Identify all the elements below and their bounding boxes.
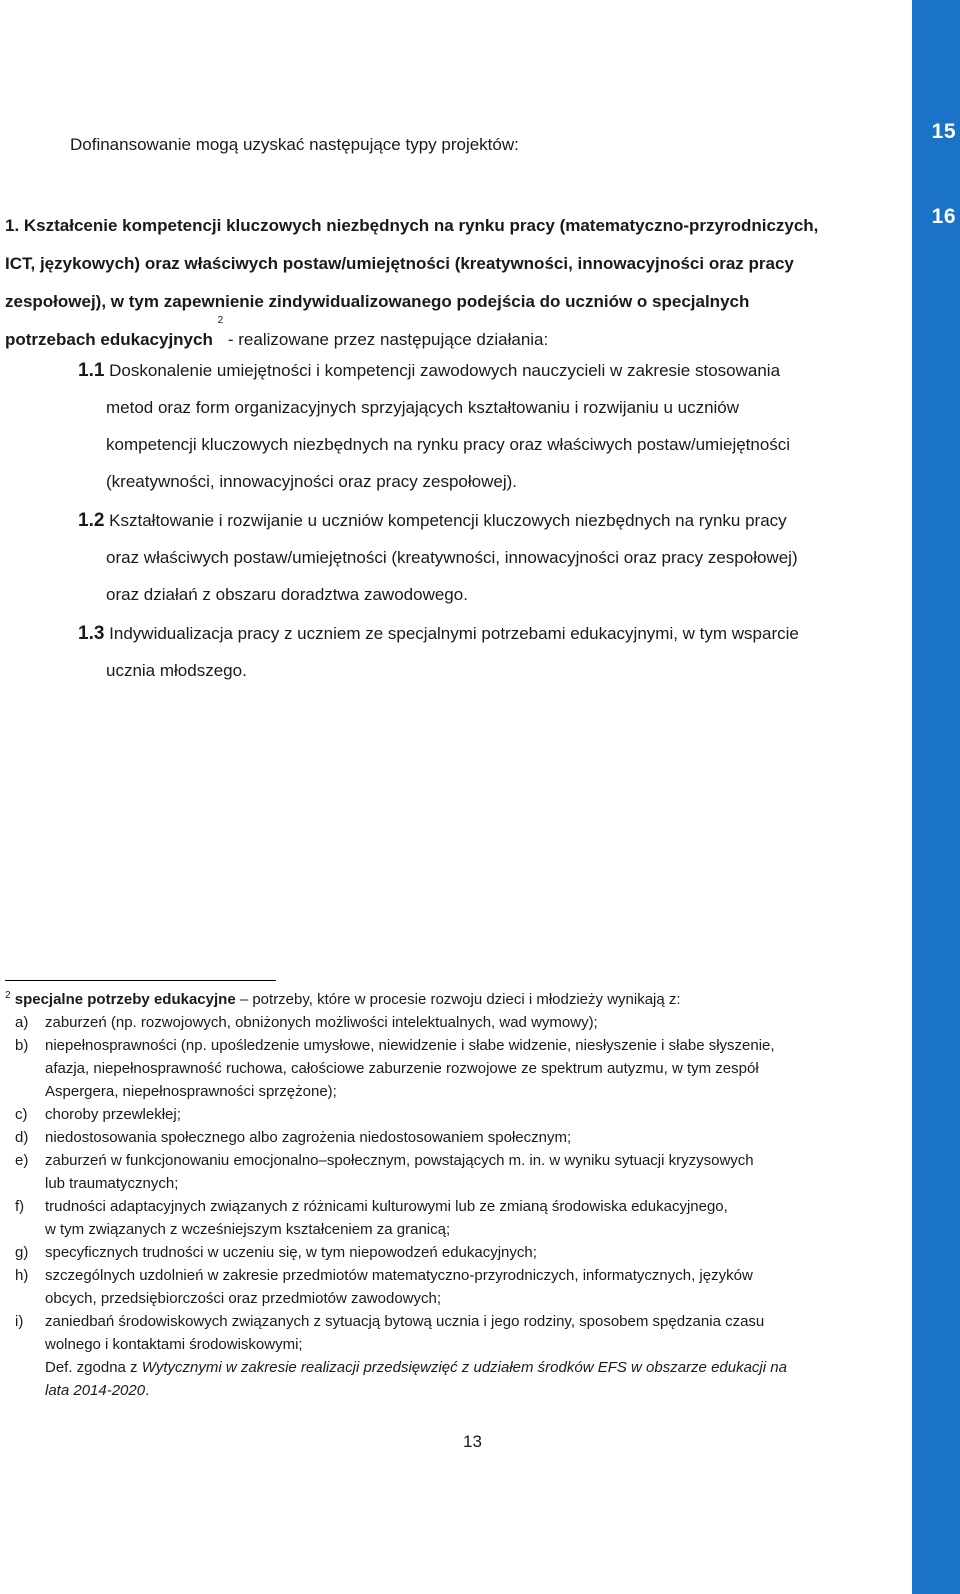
footnote-separator bbox=[5, 980, 276, 981]
footnote-list-item bbox=[5, 1057, 900, 1080]
subitem-number: 1.1 bbox=[78, 360, 105, 381]
list-item-label bbox=[5, 1333, 45, 1356]
list-item-label: h) bbox=[15, 1267, 29, 1284]
list-item-label: a) bbox=[15, 1014, 29, 1031]
subitem-1-2: 1.2 Kształtowanie i rozwijanie u uczniów kompetencji kluczowych niezbędnych na rynku pracy oraz właściwych postaw/umiejętności (kreatywności, innowacyjności oraz pracy zespołowej) oraz działań z obszaru doradztwa zawodowego. bbox=[78, 510, 798, 604]
list-item-text: specyficznych trudności w uczeniu się, w tym niepowodzeń edukacyjnych; bbox=[45, 1244, 537, 1261]
footnote-list-item bbox=[5, 1034, 900, 1057]
list-item-text: trudności adaptacyjnych związanych z różnicami kulturowymi lub ze zmianą środowiska edukacyjnego, bbox=[45, 1198, 728, 1215]
footnote-ref[interactable]: 2 bbox=[217, 315, 224, 326]
footnote: $^2$ specjalne potrzeby edukacyjne – potrzeby, które w procesie rozwoju dzieci i młodzieży wynikają z: a) zaburzeń (np. rozwojowych, obniżonych możliwości intelektualnych, wad wymowy); b) niepełnosprawności (np. upośledzenie umysłowe, niewidzenie i słabe widzenie, niesłyszenie i słabe słyszenie, afazja, niepełnosprawność ruchowa, całościowe zaburzenie rozwojowe ze spektrum autyzmu, w tym zespół Aspergera, niepełnosprawności sprzężone); c) choroby przewlekłej; d) niedostosowania społecznego albo zagrożenia niedostosowaniem społecznym; e) zaburzeń w funkcjonowaniu emocjonalno–społecznym, powstających m. in. w wyniku sytuacji kryzysowych lub traumatycznych; f) trudności adaptacyjnych związanych z różnicami kulturowymi lub ze zmianą środowiska edukacyjnego, w tym związanych z wcześniejszym kształceniem za granicą; g) specyficznych trudności w uczeniu się, w tym niepowodzeń edukacyjnych; h) szczególnych uzdolnień w zakresie przedmiotów matematyczno-przyrodniczych, informatycznych, języków obcych, przedsiębiorczości oraz przedmiotów zawodowych; i) zaniedbań środowiskowych związanych z sytuacją bytową ucznia i jego rodziny, sposobem spędzania czasu wolnego i kontaktami środowiskowymi; Def. zgodna z Wytycznymi w zakresie realizacji przedsięwzięć z udziałem środków EFS w obszarze edukacji na lata 2014-2020. bbox=[5, 988, 900, 1402]
list-item-label: e) bbox=[15, 1152, 29, 1169]
list-item-text: lub traumatycznych; bbox=[45, 1175, 179, 1192]
list-item-text: zaburzeń (np. rozwojowych, obniżonych możliwości intelektualnych, wad wymowy); bbox=[45, 1014, 598, 1031]
list-item-label: i) bbox=[15, 1313, 24, 1330]
footnote-list-item bbox=[5, 1149, 900, 1172]
list-item-text: zaniedbań środowiskowych związanych z sytuacją bytową ucznia i jego rodziny, sposobem spędzania czasu bbox=[45, 1313, 765, 1330]
footnote-list-item bbox=[5, 1126, 900, 1149]
footnote-list-item bbox=[5, 1011, 900, 1034]
sidebar-number-16[interactable]: 16 bbox=[931, 205, 956, 228]
footnote-list-item bbox=[5, 1310, 900, 1333]
footnote-list-item bbox=[5, 1195, 900, 1218]
list-item-label bbox=[5, 1287, 45, 1310]
item-1-line-1: 1. Kształcenie kompetencji kluczowych niezbędnych na rynku pracy (matematyczno-przyrodniczych, bbox=[5, 216, 819, 235]
footnote-list-item bbox=[5, 1287, 900, 1310]
list-item-text: choroby przewlekłej; bbox=[45, 1106, 181, 1123]
page-number: 13 bbox=[463, 1432, 482, 1451]
footnote-heading: $^2$ specjalne potrzeby edukacyjne – potrzeby, które w procesie rozwoju dzieci i młodzieży wynikają z: bbox=[5, 990, 681, 1008]
footnote-list-item bbox=[5, 1080, 900, 1103]
list-item-text: zaburzeń w funkcjonowaniu emocjonalno–społecznym, powstających m. in. w wyniku sytuacji kryzysowych bbox=[45, 1152, 754, 1169]
item-1-line-4: potrzebach edukacyjnych 2 - realizowane przez następujące działania: bbox=[5, 321, 895, 359]
list-item-label: c) bbox=[15, 1106, 28, 1123]
subitem-1-1: 1.1 Doskonalenie umiejętności i kompetencji zawodowych nauczycieli w zakresie stosowania metod oraz form organizacyjnych sprzyjających kształtowaniu i rozwijaniu u uczniów kompetencji kluczowych niezbędnych na rynku pracy oraz właściwych postaw/umiejętności (kreatywności, innowacyjności oraz pracy zespołowej). bbox=[78, 360, 791, 491]
list-item-label bbox=[5, 1218, 45, 1241]
list-item-label: f) bbox=[15, 1198, 25, 1215]
list-item-text: wolnego i kontaktami środowiskowymi; bbox=[45, 1336, 303, 1353]
footnote-list-item bbox=[5, 1172, 900, 1195]
footnote-source: Def. zgodna z Wytycznymi w zakresie realizacji przedsięwzięć z udziałem środków EFS w obszarze edukacji na bbox=[45, 1359, 787, 1376]
footnote-list-item bbox=[5, 1218, 900, 1241]
footnote-list-item bbox=[5, 1264, 900, 1287]
footnote-list-item bbox=[5, 1333, 900, 1356]
list-item-label bbox=[5, 1057, 45, 1080]
list-item-text: szczególnych uzdolnień w zakresie przedmiotów matematyczno-przyrodniczych, informatycznych, języków bbox=[45, 1267, 753, 1284]
item-1-line-3: zespołowej), w tym zapewnienie zindywidualizowanego podejścia do uczniów o specjalnych bbox=[5, 292, 750, 311]
footnote-list-item bbox=[5, 1241, 900, 1264]
list-item-label bbox=[5, 1172, 45, 1195]
list-item-label bbox=[5, 1080, 45, 1103]
subitem-1-3: 1.3 Indywidualizacja pracy z uczniem ze specjalnymi potrzebami edukacyjnymi, w tym wsparcie ucznia młodszego. bbox=[78, 623, 799, 680]
list-item-text: w tym związanych z wcześniejszym kształceniem za granicą; bbox=[45, 1221, 451, 1238]
blue-sidebar bbox=[912, 0, 960, 1594]
footnote-list-item bbox=[5, 1103, 900, 1126]
subitem-number: 1.2 bbox=[78, 510, 105, 531]
item-1 bbox=[5, 207, 895, 359]
sidebar-number-15[interactable]: 15 bbox=[931, 120, 956, 143]
list-item-label: g) bbox=[15, 1244, 29, 1261]
item-1-line-2: ICT, językowych) oraz właściwych postaw/umiejętności (kreatywności, innowacyjności oraz pracy bbox=[5, 254, 794, 273]
list-item-label: d) bbox=[15, 1129, 29, 1146]
list-item-text: niepełnosprawności (np. upośledzenie umysłowe, niewidzenie i słabe widzenie, niesłyszenie i słabe słyszenie, bbox=[45, 1037, 775, 1054]
list-item-text: niedostosowania społecznego albo zagrożenia niedostosowaniem społecznym; bbox=[45, 1129, 572, 1146]
intro-text: Dofinansowanie mogą uzyskać następujące typy projektów: bbox=[70, 135, 519, 154]
list-item-label: b) bbox=[15, 1037, 29, 1054]
list-item-text: obcych, przedsiębiorczości oraz przedmiotów zawodowych; bbox=[45, 1290, 442, 1307]
list-item-text: Aspergera, niepełnosprawności sprzężone); bbox=[45, 1083, 337, 1100]
subitem-number: 1.3 bbox=[78, 623, 105, 644]
footnote-list bbox=[5, 1011, 900, 1356]
list-item-text: afazja, niepełnosprawność ruchowa, całościowe zaburzenie rozwojowe ze spektrum autyzmu, w tym zespół bbox=[45, 1060, 759, 1077]
